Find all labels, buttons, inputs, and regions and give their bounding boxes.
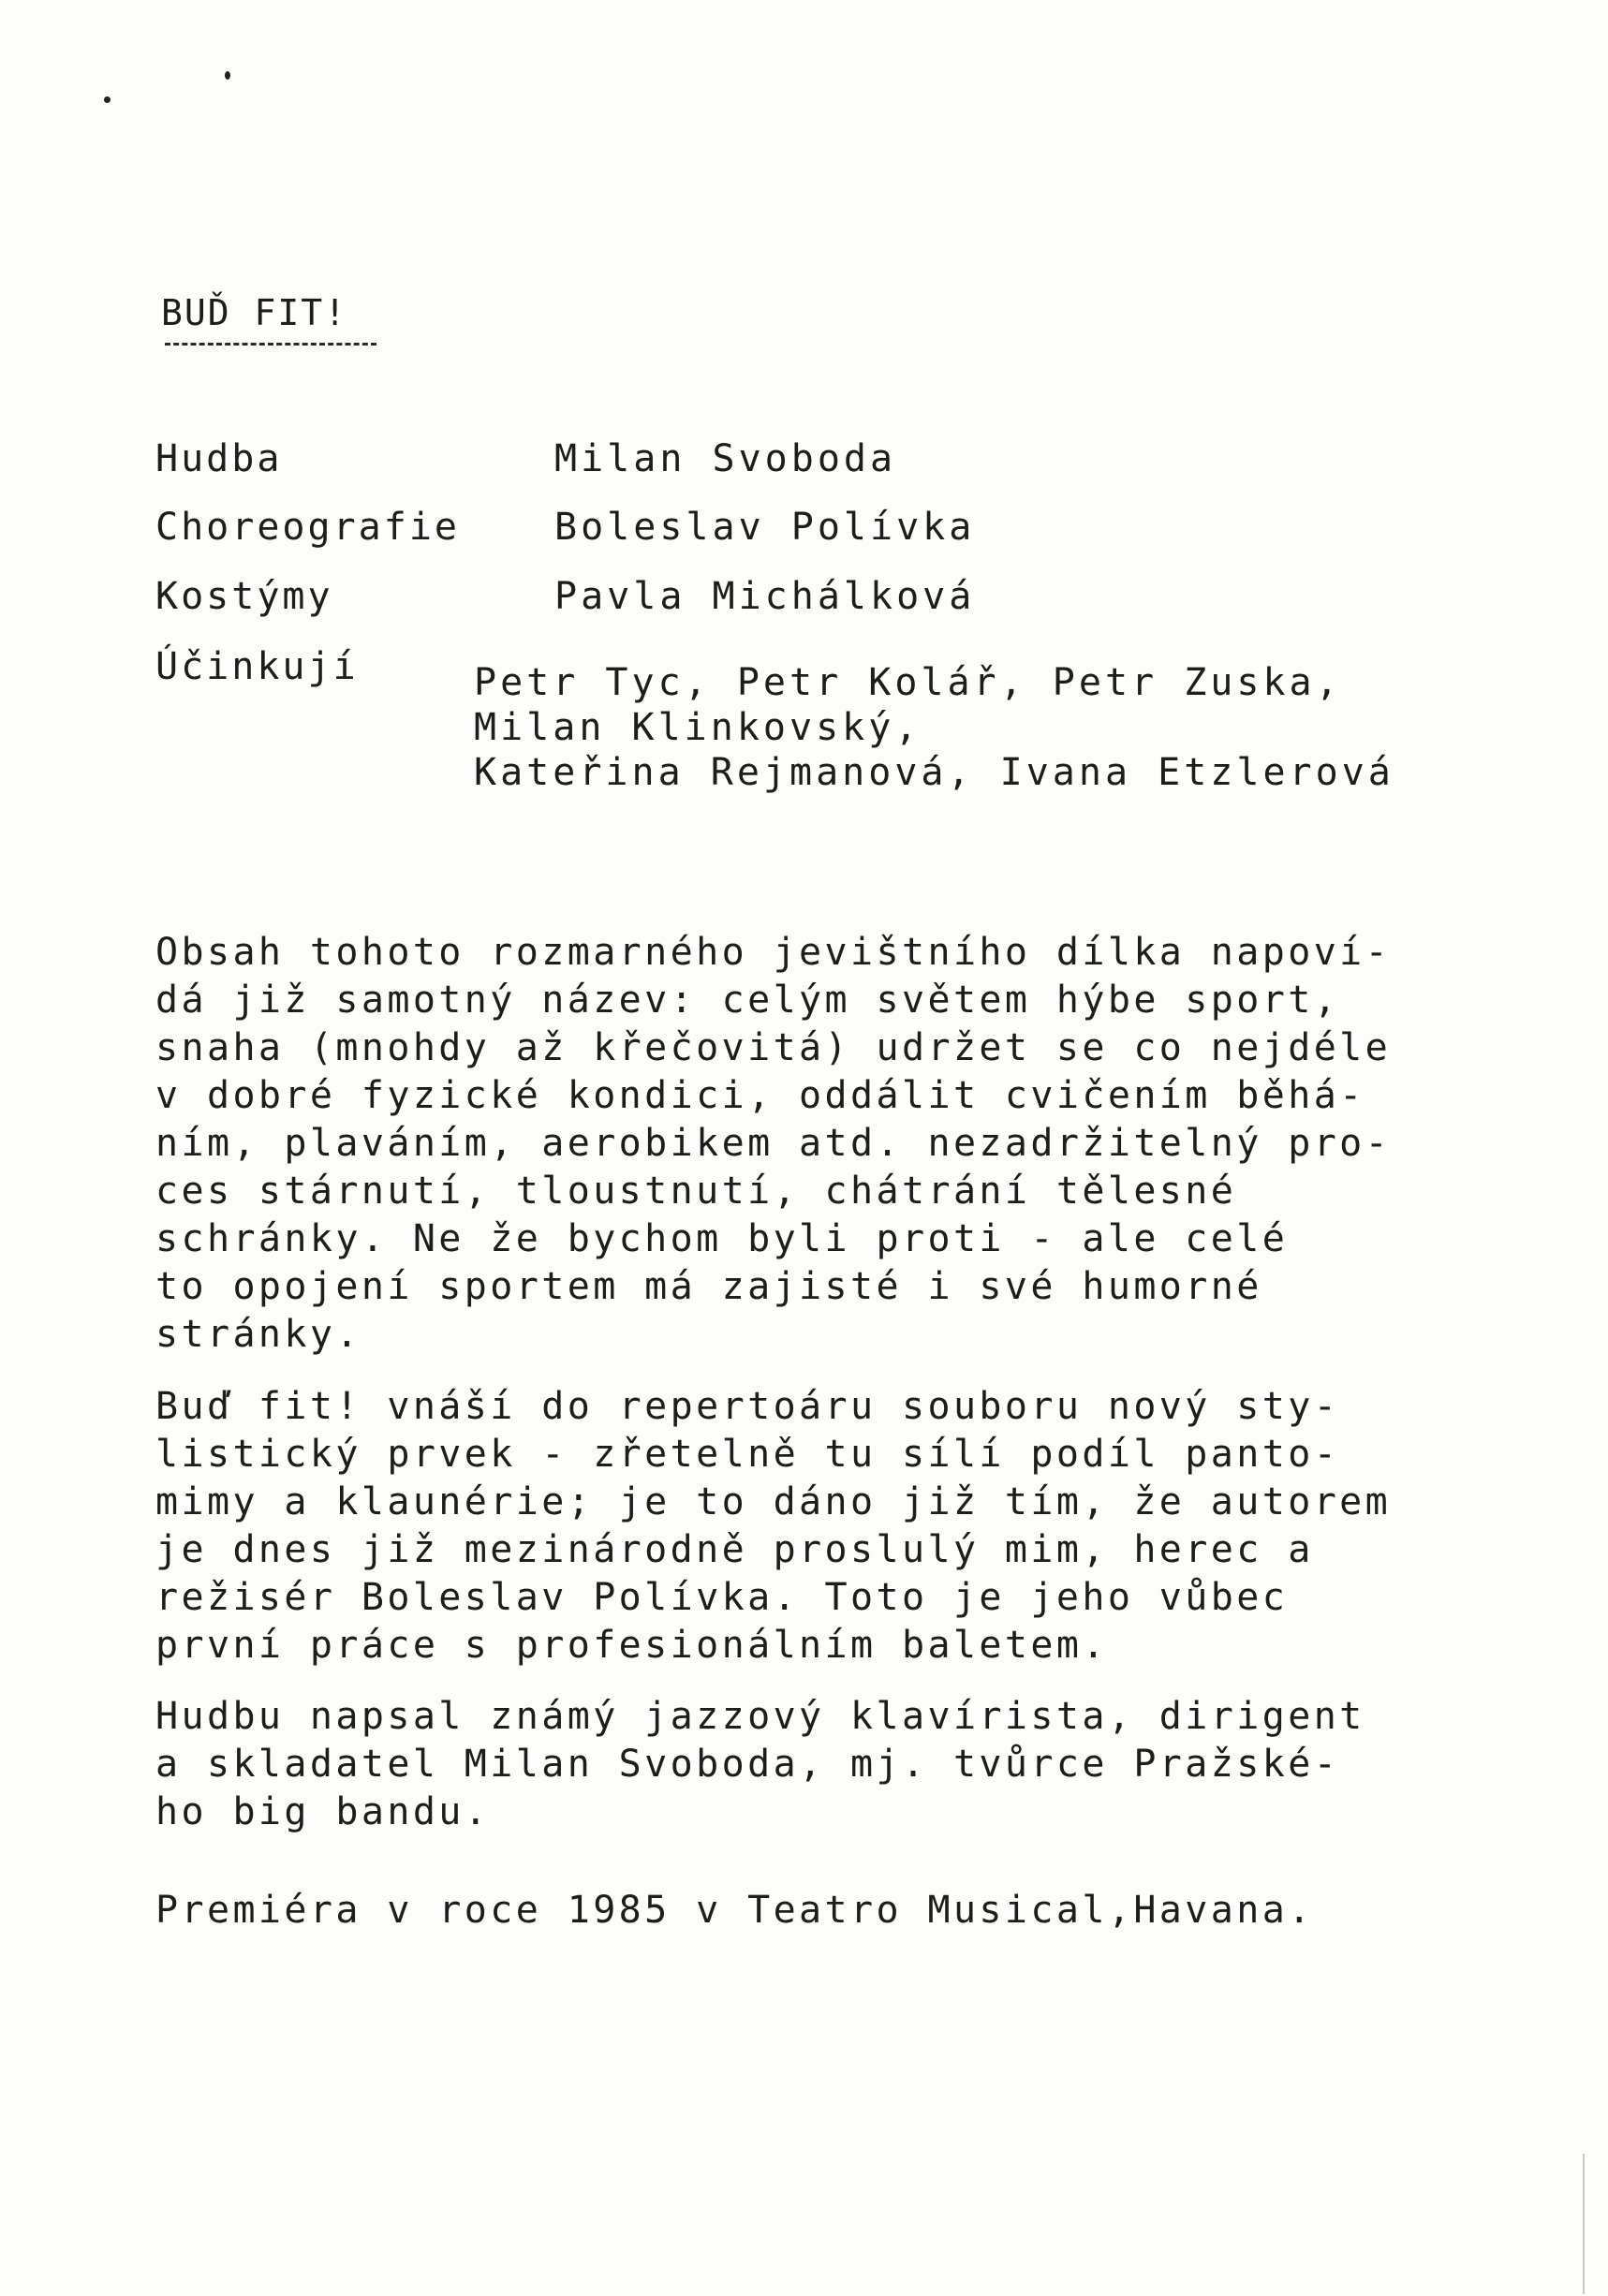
text-line: dá již samotný název: celým světem hýbe sport, xyxy=(155,979,1340,1022)
credit-value-choreography: Boleslav Polívka xyxy=(554,506,976,549)
cast-list xyxy=(474,660,1394,795)
text-line: Premiéra v roce 1985 v Teatro Musical,Havana. xyxy=(155,1889,1314,1932)
ink-speck xyxy=(225,71,230,80)
title-dashed-underline xyxy=(165,343,376,346)
document-title: BUĎ FIT! xyxy=(161,292,348,333)
credit-label-costumes: Kostýmy xyxy=(155,575,333,618)
text-line: Hudbu napsal známý jazzový klavírista, dirigent xyxy=(155,1695,1365,1738)
credit-value-costumes: Pavla Michálková xyxy=(554,575,976,618)
text-line: ho big bandu. xyxy=(155,1790,491,1833)
text-line: listický prvek - zřetelně tu sílí podíl panto- xyxy=(155,1433,1340,1476)
text-line: v dobré fyzické kondici, oddálit cvičením běhá- xyxy=(155,1074,1365,1117)
text-line: první práce s profesionálním baletem. xyxy=(155,1624,1108,1667)
text-line: ces stárnutí, tloustnutí, chátrání tělesné xyxy=(155,1170,1237,1213)
text-line: ním, plaváním, aerobikem atd. nezadržitelný pro- xyxy=(155,1122,1392,1165)
paragraph-style xyxy=(155,1383,1523,1670)
text-line: snaha (mnohdy až křečovitá) udržet se co nejdéle xyxy=(155,1026,1392,1069)
scan-edge-mark xyxy=(1583,2154,1585,2294)
text-line: mimy a klaunérie; je to dáno již tím, že autorem xyxy=(155,1480,1392,1523)
credit-label-choreography: Choreografie xyxy=(155,506,460,549)
text-line: je dnes již mezinárodně proslulý mim, herec a xyxy=(155,1528,1314,1571)
text-line: režisér Boleslav Polívka. Toto je jeho vůbec xyxy=(155,1576,1289,1619)
paragraph-premiere xyxy=(155,1887,1523,1935)
text-line: Buď fit! vnáší do repertoáru souboru nový sty- xyxy=(155,1385,1340,1428)
cast-line: Kateřina Rejmanová, Ivana Etzlerová xyxy=(474,751,1394,794)
text-line: to opojení sportem má zajisté i své humorné xyxy=(155,1265,1262,1308)
credit-value-music: Milan Svoboda xyxy=(554,437,897,480)
paragraph-synopsis xyxy=(155,929,1523,1359)
credit-label-music: Hudba xyxy=(155,437,283,480)
text-line: schránky. Ne že bychom byli proti - ale celé xyxy=(155,1217,1289,1260)
text-line: stránky. xyxy=(155,1313,361,1356)
credit-label-cast: Účinkují xyxy=(155,645,359,688)
cast-line: Petr Tyc, Petr Kolář, Petr Zuska, xyxy=(474,661,1342,704)
cast-line: Milan Klinkovský, xyxy=(474,706,922,749)
paragraph-music xyxy=(155,1693,1523,1836)
ink-speck xyxy=(104,96,111,103)
text-line: Obsah tohoto rozmarného jevištního dílka napoví- xyxy=(155,931,1392,974)
text-line: a skladatel Milan Svoboda, mj. tvůrce Pražské- xyxy=(155,1743,1340,1786)
